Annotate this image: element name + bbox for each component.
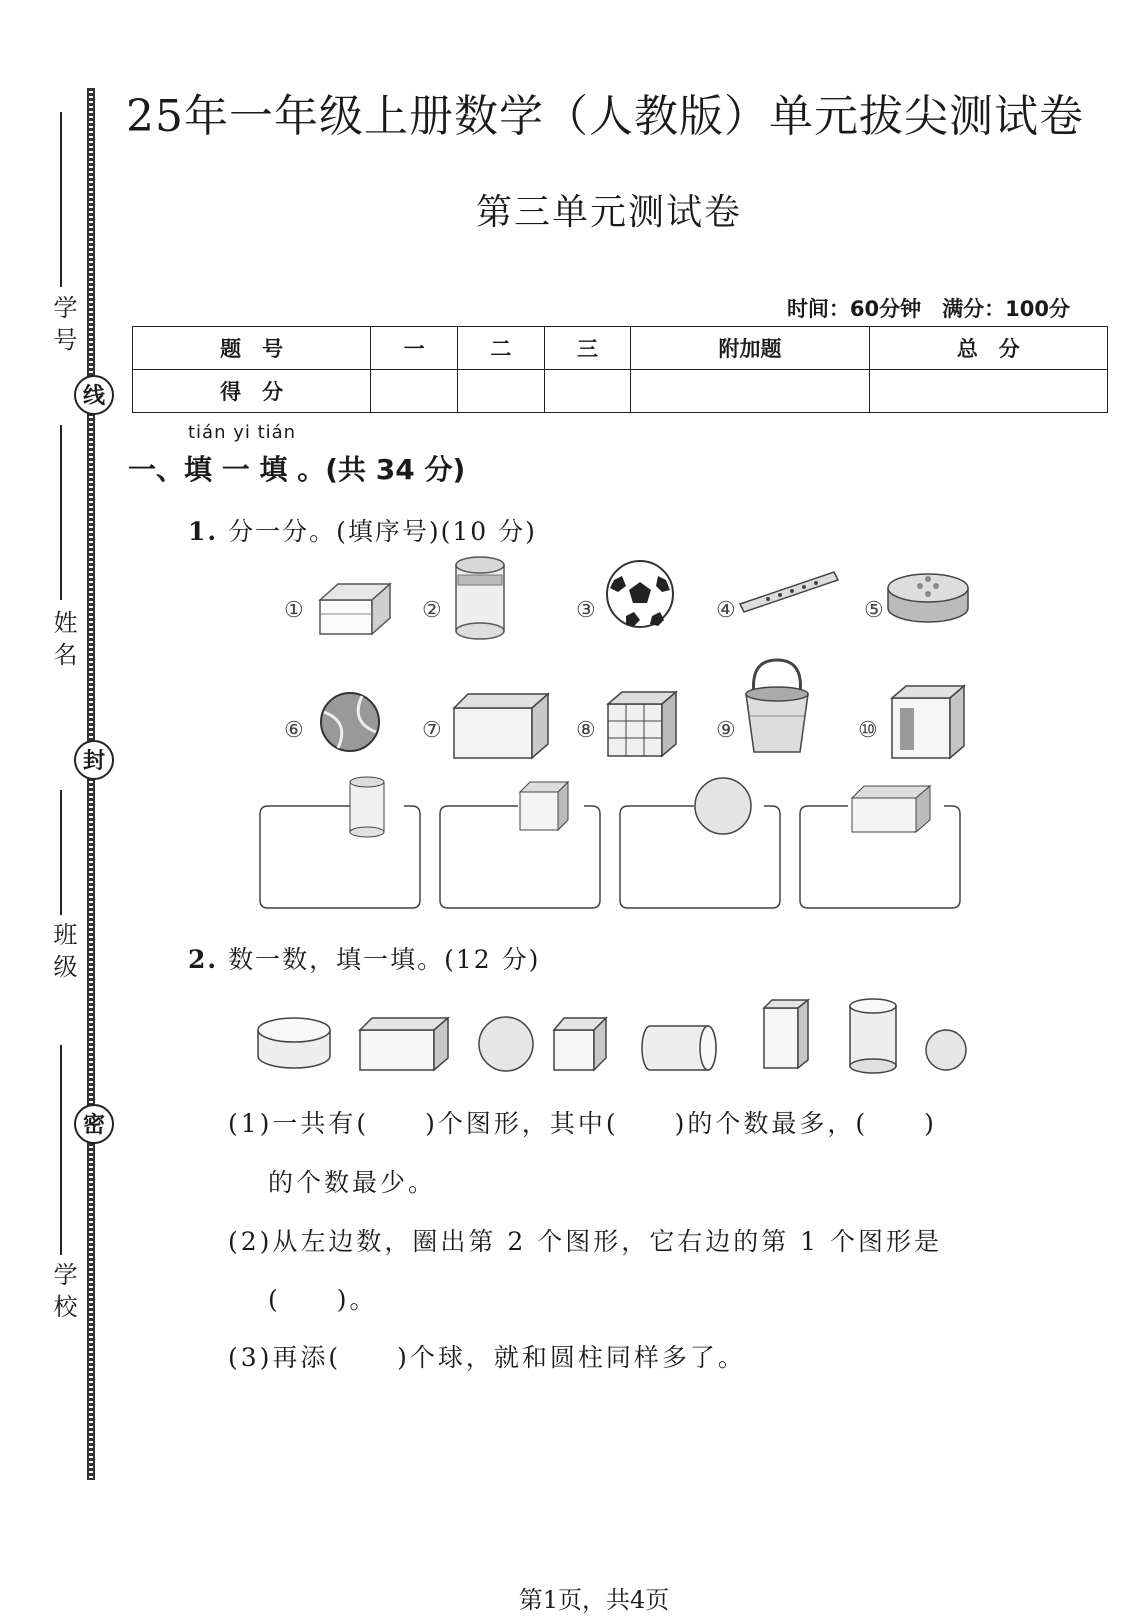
object-label: ⑩ [858, 718, 878, 743]
cube-shape [554, 1018, 606, 1070]
question-text: 数一数，填一填。(12 分) [228, 945, 541, 974]
flute-icon [738, 568, 842, 616]
rubiks-cube-icon [606, 690, 678, 758]
cup-icon [452, 553, 508, 641]
score-table-header-row [133, 327, 1108, 370]
class-line [60, 790, 62, 915]
soccer-ball-icon [604, 558, 676, 630]
exam-meta: 时间：60分钟 满分：100分 [786, 297, 1070, 321]
name-label: 姓名 [49, 610, 77, 674]
cube-box-icon [890, 684, 970, 760]
question-2 [188, 940, 540, 976]
binding-dotted-line [87, 88, 95, 1480]
score-row-label: 得 分 [133, 370, 371, 413]
cube-sorting-box [440, 782, 600, 908]
q2-sub1-line1: (1)一共有( )个图形，其中( )的个数最多，( ) [228, 1109, 937, 1138]
object-label: ④ [716, 598, 736, 623]
tin-box-icon [884, 566, 972, 628]
shapes-row [256, 992, 976, 1082]
score-header-cell: 附加题 [631, 327, 869, 370]
line-seal-circle: 线 [74, 375, 114, 415]
score-cell[interactable] [869, 370, 1107, 413]
bucket-icon [742, 656, 812, 760]
school-label: 学校 [49, 1262, 77, 1326]
cylinder-sorting-box [260, 777, 420, 908]
question-text: 分一分。(填序号)(10 分) [228, 517, 537, 546]
score-header-cell: 一 [371, 327, 458, 370]
cylinder-flat-shape [258, 1018, 330, 1068]
section-pinyin: tián yi tián [188, 422, 297, 443]
score-header-cell: 三 [544, 327, 631, 370]
score-header-cell: 题 号 [133, 327, 371, 370]
secret-seal-circle: 密 [74, 1104, 114, 1144]
question-number: 2. [188, 945, 219, 974]
q2-sub3: (3)再添( )个球，就和圆柱同样多了。 [228, 1343, 746, 1372]
box-icon [452, 692, 552, 760]
object-label: ⑦ [422, 718, 442, 743]
q2-sub2-line1: (2)从左边数，圈出第 2 个图形，它右边的第 1 个图形是 [228, 1227, 943, 1256]
page-subtitle: 第三单元测试卷 [475, 192, 742, 233]
score-header-cell: 二 [457, 327, 544, 370]
score-table-score-row [133, 370, 1108, 413]
student-id-label: 学号 [49, 295, 77, 359]
eraser-icon [316, 578, 396, 638]
section-title: 一、填 一 填 。(共 34 分) [128, 453, 466, 486]
sphere-sorting-box [620, 778, 780, 908]
object-label: ⑤ [864, 598, 884, 623]
object-label: ② [422, 598, 442, 623]
q2-sub1-line2: 的个数最少。 [268, 1168, 437, 1197]
name-line [60, 425, 62, 600]
score-cell[interactable] [457, 370, 544, 413]
object-label: ⑨ [716, 718, 736, 743]
score-header-cell: 总 分 [869, 327, 1107, 370]
q2-sub2-line2: ( )。 [268, 1285, 378, 1314]
school-line [60, 1045, 62, 1255]
score-cell[interactable] [371, 370, 458, 413]
question-1 [188, 512, 537, 548]
class-label: 班级 [49, 922, 77, 986]
seal-circle: 封 [74, 740, 114, 780]
score-cell[interactable] [544, 370, 631, 413]
page-title: 25年一年级上册数学（人教版）单元拔尖测试卷 [126, 91, 1084, 142]
object-label: ⑧ [576, 718, 596, 743]
page-footer: 第1页，共4页 [518, 1586, 670, 1614]
sphere-shape [479, 1017, 533, 1071]
tall-cuboid-shape [764, 1000, 808, 1068]
sorting-boxes [258, 776, 968, 916]
object-label: ③ [576, 598, 596, 623]
cylinder-lying-shape [642, 1026, 716, 1070]
cuboid-shape [360, 1018, 448, 1070]
object-label: ⑥ [284, 718, 304, 743]
cylinder-tall-shape [850, 999, 896, 1073]
question-number: 1. [188, 517, 219, 546]
small-sphere-shape [926, 1030, 966, 1070]
object-label: ① [284, 598, 304, 623]
cuboid-sorting-box [800, 786, 960, 908]
tennis-ball-icon [318, 690, 382, 754]
score-cell[interactable] [631, 370, 869, 413]
score-table [132, 326, 1108, 413]
